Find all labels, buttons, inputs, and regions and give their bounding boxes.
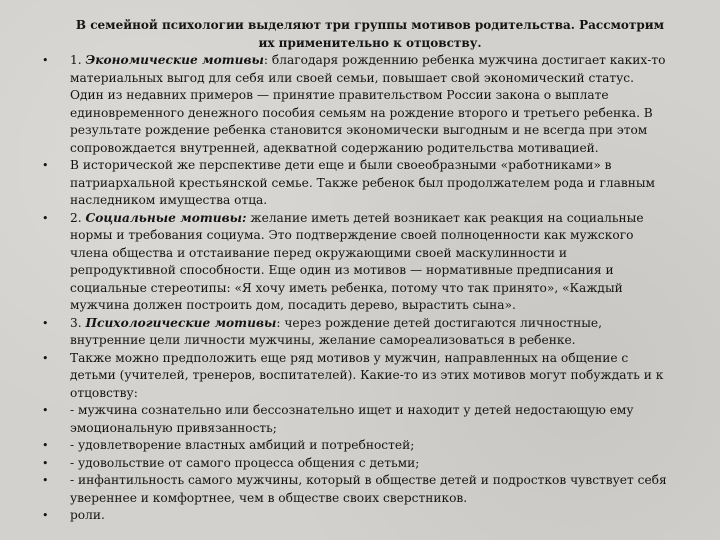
slide-title: В семейной психологии выделяют три группы мотивов родительства. Рассмотрим их применительно к отцовству.: [75, 18, 665, 50]
list-item: [0, 472, 670, 507]
list-item: [0, 507, 670, 525]
list-item: [0, 157, 670, 210]
item-text: Также можно предположить еще ряд мотивов у мужчин, направленных на общение с детьми (учителей, тренеров, воспитателей). Какие-то из этих мотивов могут побуждать и к отцовству:: [70, 350, 664, 400]
list-item: [0, 315, 670, 350]
list-item: [0, 455, 670, 473]
item-number: 1.: [70, 53, 86, 67]
item-text: - удовлетворение властных амбиций и потребностей;: [70, 438, 415, 452]
list-item: [0, 402, 670, 437]
item-lead: Экономические мотивы: [85, 53, 264, 67]
bullet-icon: •: [42, 404, 49, 417]
bullet-icon: •: [42, 351, 49, 365]
item-text: через рождение детей достигаются личностные, внутренние цели личности мужчины, желание самореализоваться в ребенке.: [70, 315, 603, 347]
bullet-icon: •: [42, 54, 49, 67]
bullet-icon: •: [42, 456, 49, 470]
bullet-icon: •: [42, 439, 49, 452]
bullet-icon: •: [42, 316, 49, 330]
list-item: [0, 437, 670, 455]
bullet-icon: •: [42, 509, 49, 522]
item-number: 3.: [70, 315, 86, 330]
item-number: 2.: [70, 210, 86, 225]
list-item: [0, 52, 670, 157]
bullet-icon: •: [42, 159, 49, 172]
item-text: - инфантильность самого мужчины, который в обществе детей и подростков чувствует себя увереннее и комфортнее, чем в обществе своих сверстников.: [70, 473, 667, 505]
item-text: желание иметь детей возникает как реакция на социальные нормы и требования социума. Это подтверждение своей полноценности как мужского члена общества и отстаивание перед окружающими своей маскулинности и репродуктивной способности. Еще один из мотивов — нормативные предписания и социальные стереотипы: «Я хочу иметь ребенка, потому что так принято», «Каждый мужчина должен построить дом, посадить дерево, вырастить сына».: [70, 210, 644, 312]
item-text: благодаря рожденнию ребенка мужчина достигает каких-то материальных выгод для себя или своей семьи, повышает свой экономический статус. Один из недавних примеров — принятие правительством России закона о выплате единовременного денежного пособия семьям на рождение второго и третьего ребенка. В результате рождение ребенка становится экономически выгодным и не всегда при этом сопровождается внутренней, адекватной содержанию родительства мотивацией.: [70, 53, 666, 155]
item-text: В исторической же перспективе дети еще и были своеобразными «работниками» в патриархальной крестьянской семье. Также ребенок был продолжателем рода и главным наследником имущества отца.: [70, 158, 656, 207]
bullet-icon: •: [42, 211, 49, 225]
item-text: роли.: [70, 508, 105, 522]
bullet-icon: •: [42, 474, 49, 487]
bullet-list: [0, 52, 720, 525]
item-text: - мужчина сознательно или бессознательно ищет и находит у детей недостающую ему эмоциональную привязанность;: [70, 403, 634, 435]
item-lead: Социальные мотивы:: [85, 210, 247, 225]
list-item: [0, 210, 670, 315]
item-separator: :: [276, 315, 285, 330]
item-lead: Психологические мотивы: [85, 315, 277, 330]
item-separator: :: [263, 53, 272, 67]
list-item: [0, 350, 670, 403]
item-text: - удовольствие от самого процесса общения с детьми;: [70, 455, 420, 470]
